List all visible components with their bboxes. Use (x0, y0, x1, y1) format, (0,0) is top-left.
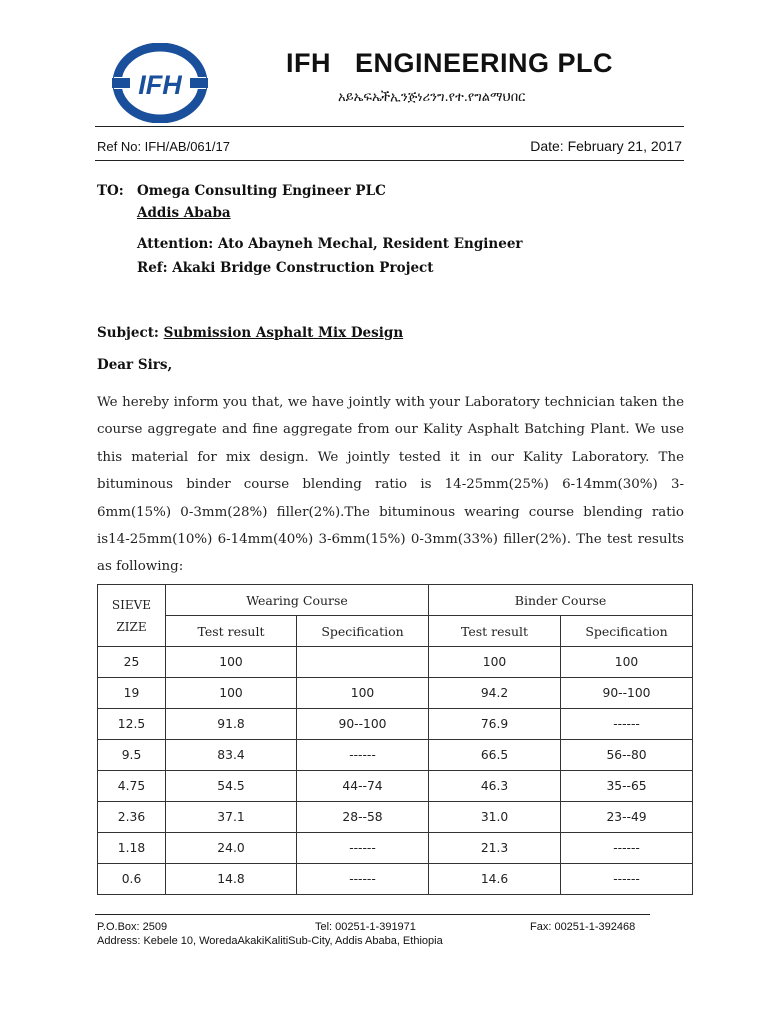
binder-test-cell: 31.0 (429, 802, 561, 833)
subject-label: Subject: (97, 325, 159, 341)
footer-divider (95, 914, 650, 915)
wearing-spec-cell: ------ (297, 864, 429, 895)
sieve-results-table (97, 584, 693, 895)
table-row (98, 771, 693, 802)
table-row (98, 678, 693, 709)
binder-spec-cell: ------ (561, 709, 693, 740)
binder-test-cell: 14.6 (429, 864, 561, 895)
wearing-test-result-header: Test result (166, 616, 297, 647)
wearing-test-cell: 24.0 (166, 833, 297, 864)
wearing-test-cell: 100 (166, 647, 297, 678)
binder-test-cell: 21.3 (429, 833, 561, 864)
to-label: TO: (97, 183, 124, 199)
sieve-size-cell: 2.36 (98, 802, 166, 833)
logo-text: IFH (138, 70, 182, 100)
binder-test-cell: 100 (429, 647, 561, 678)
table-row (98, 864, 693, 895)
table-subheader-row (98, 616, 693, 647)
wearing-spec-cell: ------ (297, 833, 429, 864)
binder-spec-cell: 35--65 (561, 771, 693, 802)
table-row (98, 709, 693, 740)
subject-text: Submission Asphalt Mix Design (163, 325, 404, 341)
ifh-logo-icon (112, 43, 208, 123)
binder-spec-cell: 23--49 (561, 802, 693, 833)
binder-test-cell: 94.2 (429, 678, 561, 709)
table-row (98, 740, 693, 771)
reference-divider (95, 160, 684, 161)
wearing-course-header: Wearing Course (166, 585, 429, 616)
footer-fax: Fax: 00251-1-392468 (530, 921, 636, 933)
footer-pobox: P.O.Box: 2509 (97, 921, 168, 933)
wearing-specification-header: Specification (297, 616, 429, 647)
binder-test-cell: 46.3 (429, 771, 561, 802)
table-header-row (98, 585, 693, 616)
wearing-spec-cell: 44--74 (297, 771, 429, 802)
wearing-test-cell: 37.1 (166, 802, 297, 833)
wearing-test-cell: 91.8 (166, 709, 297, 740)
binder-spec-cell: ------ (561, 833, 693, 864)
sieve-size-cell: 25 (98, 647, 166, 678)
reference-number: Ref No: IFH/AB/061/17 (97, 139, 230, 154)
company-name-amharic: አይኤፍኤችኢንጅነሪንግ.የተ.የግልማህበር (338, 90, 526, 105)
sieve-size-header (98, 585, 166, 647)
wearing-test-cell: 54.5 (166, 771, 297, 802)
subject-line (97, 325, 403, 341)
wearing-spec-cell: 90--100 (297, 709, 429, 740)
wearing-spec-cell: ------ (297, 740, 429, 771)
sieve-size-cell: 0.6 (98, 864, 166, 895)
sieve-header-line1: SIEVE (111, 597, 152, 612)
sieve-header-line2: ZIZE (116, 619, 147, 634)
wearing-spec-cell (297, 647, 429, 678)
salutation: Dear Sirs, (97, 357, 173, 373)
recipient-name: Omega Consulting Engineer PLC (137, 183, 386, 199)
table-row (98, 833, 693, 864)
binder-test-result-header: Test result (429, 616, 561, 647)
sieve-size-cell: 9.5 (98, 740, 166, 771)
wearing-spec-cell: 100 (297, 678, 429, 709)
company-name: IFH ENGINEERING PLC (286, 48, 614, 78)
sieve-size-cell: 12.5 (98, 709, 166, 740)
table-row (98, 647, 693, 678)
letter-date: Date: February 21, 2017 (530, 138, 682, 154)
project-ref-line: Ref: Akaki Bridge Construction Project (137, 260, 434, 276)
binder-spec-cell: ------ (561, 864, 693, 895)
letter-body: We hereby inform you that, we have jointly with your Laboratory technician taken the course aggregate and fine aggregate from our Kality Asphalt Batching Plant. We use this material for mix design. We jointly tested it in our Kality Laboratory. The bituminous binder course blending ratio is 14-25mm(25%) 6-14mm(30%) 3-6mm(15%) 0-3mm(28%) filler(2%).The bituminous wearing course blending ratio is14-25mm(10%) 6-14mm(40%) 3-6mm(15%) 0-3mm(33%) filler(2%). The test results as following: (97, 395, 684, 575)
binder-test-cell: 66.5 (429, 740, 561, 771)
wearing-test-cell: 100 (166, 678, 297, 709)
wearing-test-cell: 14.8 (166, 864, 297, 895)
attention-line: Attention: Ato Abayneh Mechal, Resident Engineer (137, 236, 523, 252)
header-divider (95, 126, 684, 127)
footer-address: Address: Kebele 10, WoredaAkakiKalitiSub-City, Addis Ababa, Ethiopia (97, 935, 443, 947)
sieve-size-cell: 4.75 (98, 771, 166, 802)
binder-spec-cell: 100 (561, 647, 693, 678)
binder-spec-cell: 56--80 (561, 740, 693, 771)
recipient-line (97, 183, 386, 199)
binder-spec-cell: 90--100 (561, 678, 693, 709)
footer-telephone: Tel: 00251-1-391971 (315, 921, 416, 933)
wearing-test-cell: 83.4 (166, 740, 297, 771)
recipient-city: Addis Ababa (137, 205, 231, 221)
table-row (98, 802, 693, 833)
wearing-spec-cell: 28--58 (297, 802, 429, 833)
binder-course-header: Binder Course (429, 585, 693, 616)
binder-specification-header: Specification (561, 616, 693, 647)
sieve-size-cell: 19 (98, 678, 166, 709)
sieve-size-cell: 1.18 (98, 833, 166, 864)
binder-test-cell: 76.9 (429, 709, 561, 740)
